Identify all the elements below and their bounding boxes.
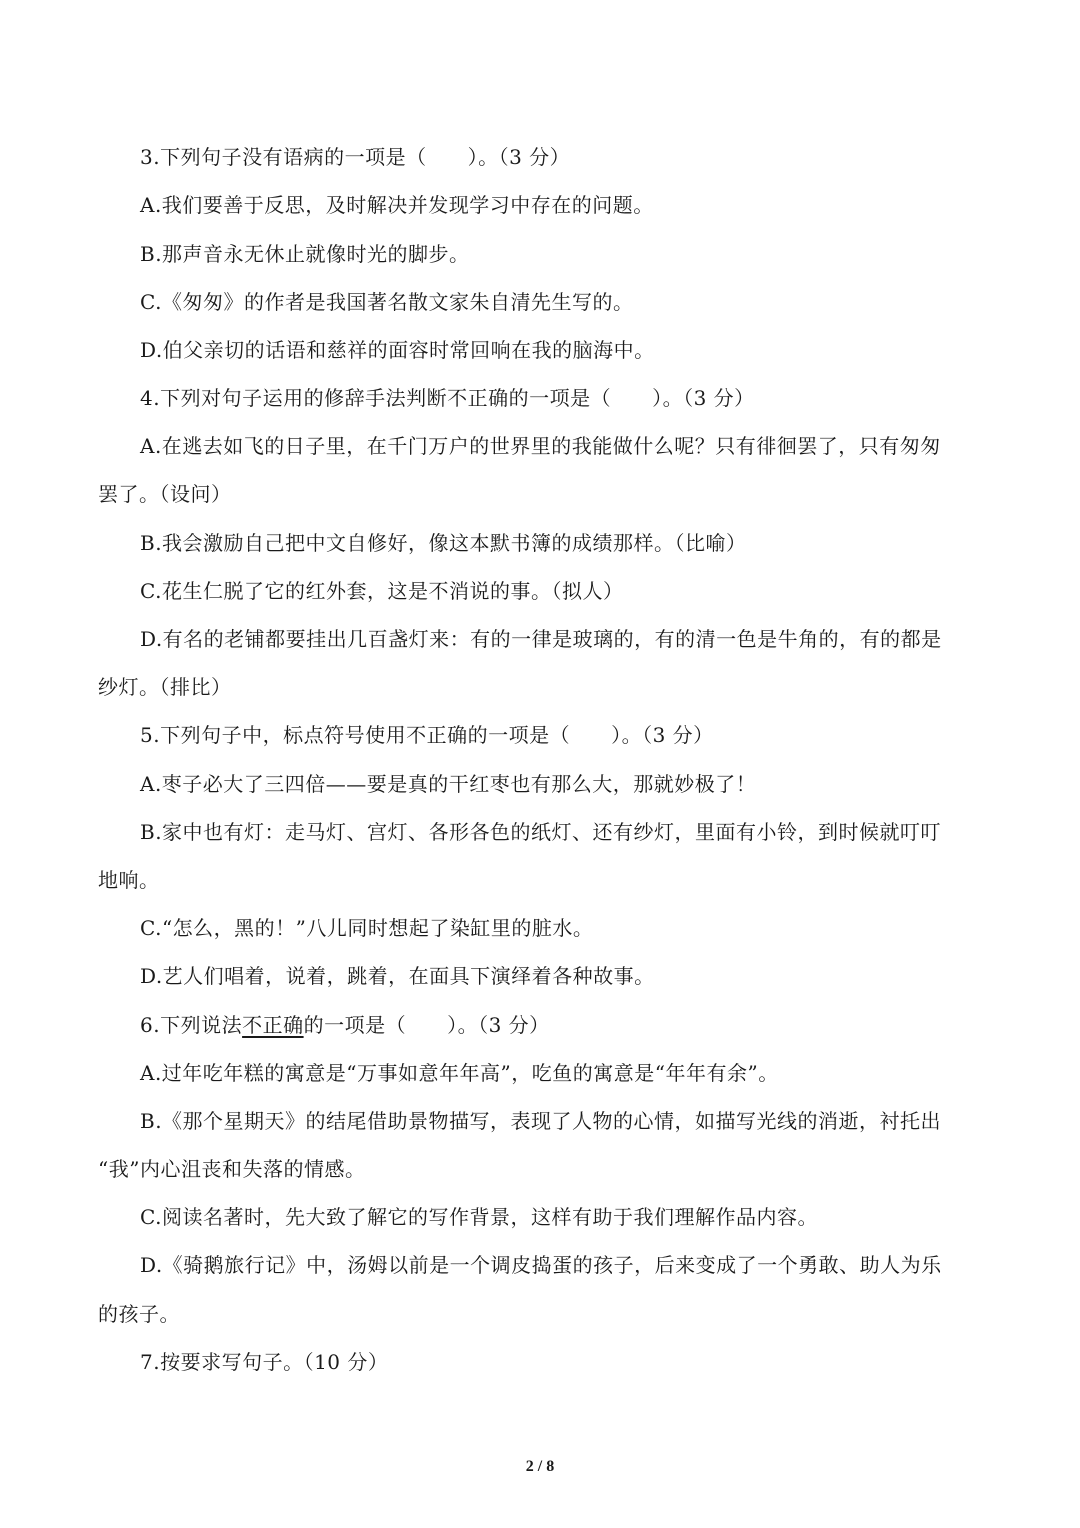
question-6-stem-prefix: 6.下列说法 [140, 1013, 243, 1037]
question-4-stem: 4.下列对句子运用的修辞手法判断不正确的一项是（ ）。（3 分） [140, 386, 755, 410]
question-6-option-b: B.《那个星期天》的结尾借助景物描写，表现了人物的心情，如描写光线的消逝，衬托出 [140, 1109, 942, 1133]
question-5-option-a: A.枣子必大了三四倍——要是真的干红枣也有那么大，那就妙极了！ [140, 772, 757, 796]
question-5-option-b: B.家中也有灯：走马灯、宫灯、各形各色的纸灯、还有纱灯，里面有小铃，到时候就叮叮 [140, 820, 942, 844]
question-5-stem: 5.下列句子中，标点符号使用不正确的一项是（ ）。（3 分） [140, 723, 714, 747]
question-6-stem [140, 1011, 550, 1039]
question-4-option-c: C.花生仁脱了它的红外套，这是不消说的事。（拟人） [140, 579, 624, 603]
question-4-option-b: B.我会激励自己把中文自修好，像这本默书簿的成绩那样。（比喻） [140, 531, 747, 555]
question-4-option-a: A.在逃去如飞的日子里，在千门万户的世界里的我能做什么呢？只有徘徊罢了，只有匆匆 [140, 434, 941, 458]
question-6-option-c: C.阅读名著时，先大致了解它的写作背景，这样有助于我们理解作品内容。 [140, 1205, 818, 1229]
question-4-option-a-continued: 罢了。（设问） [98, 482, 232, 506]
question-6-option-d-continued: 的孩子。 [98, 1302, 180, 1326]
question-6-option-a: A.过年吃年糕的寓意是“万事如意年年高”，吃鱼的寓意是“年年有余”。 [140, 1061, 779, 1085]
question-6-stem-suffix: 的一项是（ ）。（3 分） [303, 1013, 550, 1037]
question-6-underlined-keyword: 不正确 [242, 1013, 304, 1037]
question-3-option-c: C.《匆匆》的作者是我国著名散文家朱自清先生写的。 [140, 290, 634, 314]
question-4-option-d-continued: 纱灯。（排比） [98, 675, 232, 699]
question-3-option-b: B.那声音永无休止就像时光的脚步。 [140, 242, 470, 266]
question-5-option-d: D.艺人们唱着，说着，跳着，在面具下演绎着各种故事。 [140, 964, 655, 988]
question-5-option-c: C.“怎么，黑的！”八儿同时想起了染缸里的脏水。 [140, 916, 594, 940]
question-6-option-d: D.《骑鹅旅行记》中，汤姆以前是一个调皮捣蛋的孩子，后来变成了一个勇敢、助人为乐 [140, 1253, 942, 1277]
question-6-option-b-continued: “我”内心沮丧和失落的情感。 [98, 1157, 366, 1181]
question-3-option-a: A.我们要善于反思，及时解决并发现学习中存在的问题。 [140, 193, 654, 217]
page-number: 2 / 8 [525, 1458, 555, 1475]
question-5-option-b-continued: 地响。 [98, 868, 160, 892]
question-3-option-d: D.伯父亲切的话语和慈祥的面容时常回响在我的脑海中。 [140, 338, 655, 362]
question-4-option-d: D.有名的老铺都要挂出几百盏灯来：有的一律是玻璃的，有的清一色是牛角的，有的都是 [140, 627, 942, 651]
question-7-stem: 7.按要求写句子。（10 分） [140, 1350, 389, 1374]
question-3-stem: 3.下列句子没有语病的一项是（ ）。（3 分） [140, 145, 571, 169]
